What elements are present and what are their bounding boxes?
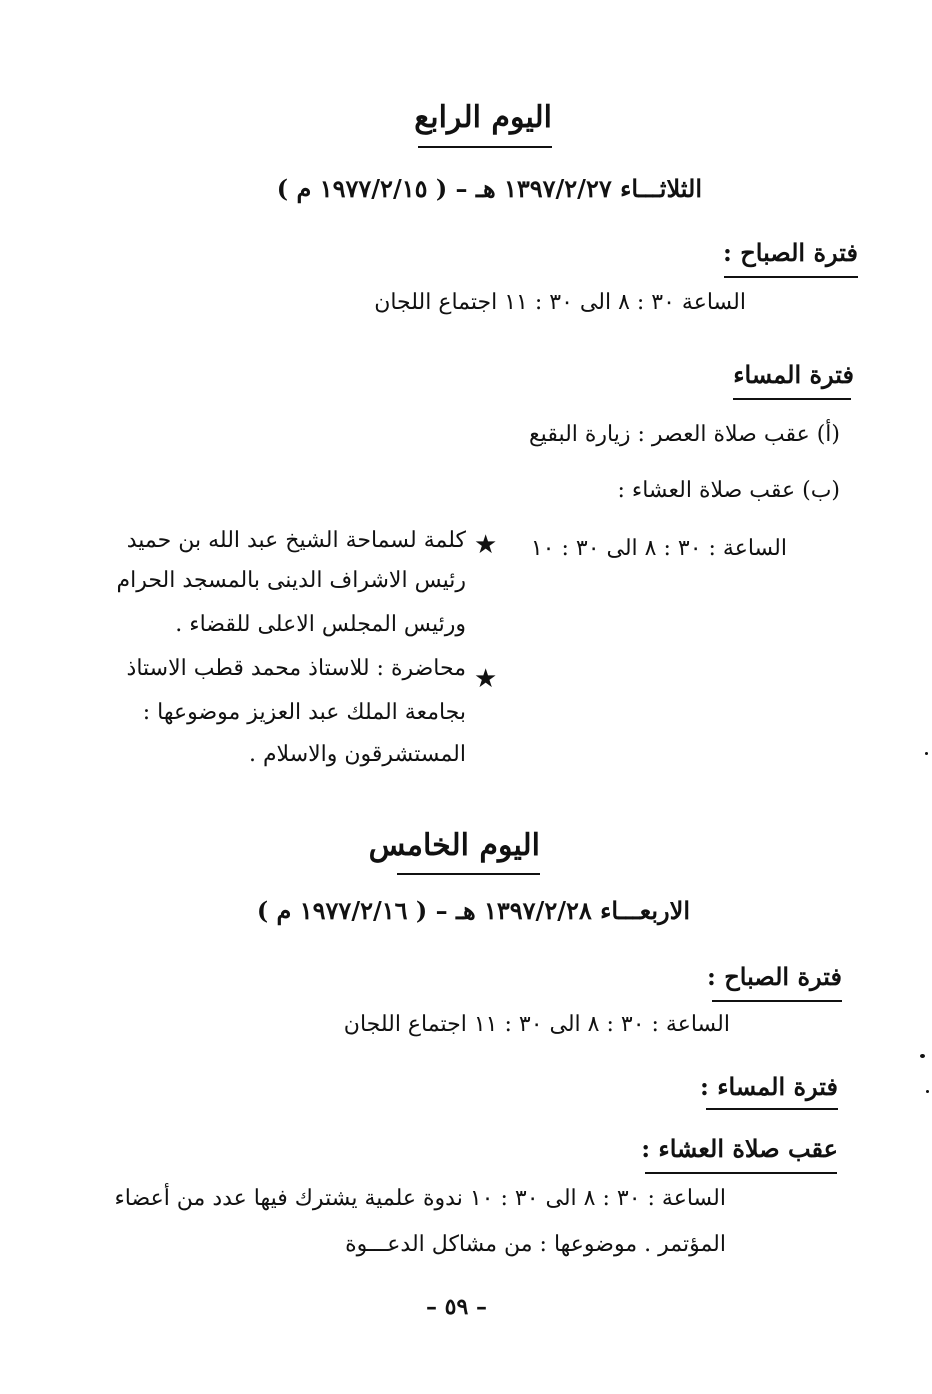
day5-morning-line: الساعة : ٣٠ : ٨ الى ٣٠ : ١١ اجتماع اللجان [343, 1012, 730, 1037]
day4-talk1-line1: كلمة لسماحة الشيخ عبد الله بن حميد [126, 528, 466, 553]
day5-morning-underline [712, 1000, 842, 1002]
day4-talk2-line2: بجامعة الملك عبد العزيز موضوعها : [142, 700, 466, 725]
day4-title: اليوم الرابع [414, 100, 552, 135]
day4-date: الثلاثـــاء ١٣٩٧/٢/٢٧ هـ – ( ١٩٧٧/٢/١٥ م ) [276, 174, 702, 203]
star-icon: ★ [474, 530, 498, 560]
day5-subheading-underline [645, 1172, 837, 1174]
day5-title: اليوم الخامس [368, 828, 540, 863]
day4-morning-underline [724, 276, 858, 278]
day4-evening-heading: فترة المساء [733, 360, 854, 389]
day5-evening-underline [706, 1108, 838, 1110]
day5-evening-heading: فترة المساء : [700, 1072, 838, 1101]
day4-morning-line: الساعة ٣٠ : ٨ الى ٣٠ : ١١ اجتماع اللجان [374, 290, 746, 315]
day4-item-a: (أ) عقب صلاة العصر : زيارة البقيع [528, 422, 840, 447]
day4-title-underline [418, 146, 552, 148]
star-icon: ★ [474, 664, 498, 694]
scan-speck [920, 1054, 925, 1058]
day4-evening-underline [733, 398, 851, 400]
scan-speck [926, 1090, 929, 1093]
day4-talk2-line3: المستشرقون والاسلام . [248, 742, 466, 767]
day4-talk1-line3: ورئيس المجلس الاعلى للقضاء . [175, 612, 466, 637]
day4-talk1-line2: رئيس الاشراف الدينى بالمسجد الحرام [116, 568, 466, 593]
day5-evening-subheading: عقب صلاة العشاء : [641, 1134, 838, 1163]
day4-item-b: (ب) عقب صلاة العشاء : [617, 478, 840, 503]
day4-talk2-line1: محاضرة : للاستاذ محمد قطب الاستاذ [126, 656, 466, 681]
day4-time: الساعة : ٣٠ : ٨ الى ٣٠ : ١٠ [530, 536, 787, 561]
day5-evening-line2: المؤتمر . موضوعها : من مشاكل الدعـــوة [345, 1232, 726, 1257]
day5-evening-line1: الساعة : ٣٠ : ٨ الى ٣٠ : ١٠ ندوة علمية يشترك فيها عدد من أعضاء [114, 1186, 726, 1211]
scan-speck [925, 752, 928, 755]
day5-title-underline [397, 873, 540, 875]
day4-morning-heading: فترة الصباح : [723, 238, 858, 267]
day5-morning-heading: فترة الصباح : [707, 962, 842, 991]
day5-date: الاربعـــاء ١٣٩٧/٢/٢٨ هـ – ( ١٩٧٧/٢/١٦ م ) [256, 896, 690, 925]
page-number: – ٥٩ – [426, 1294, 487, 1320]
